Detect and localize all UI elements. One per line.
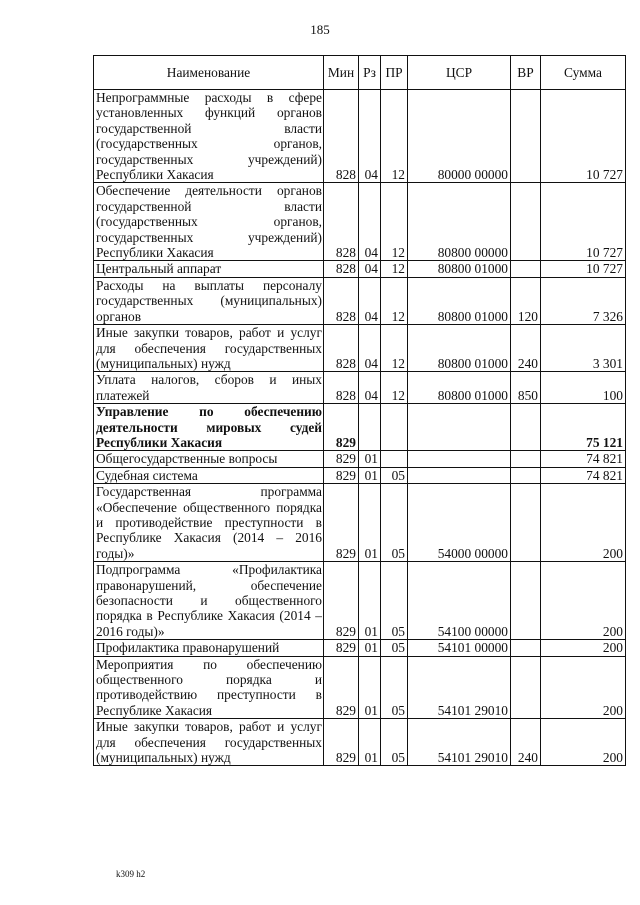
cell-sum: 200	[541, 562, 626, 640]
cell-sum: 200	[541, 640, 626, 656]
table-row	[94, 183, 626, 261]
cell-sum: 10 727	[541, 90, 626, 183]
cell-pr: 12	[381, 183, 408, 261]
cell-name: Уплата налогов, сборов и иных платежей	[94, 372, 324, 404]
cell-pr: 12	[381, 90, 408, 183]
table-row	[94, 261, 626, 277]
col-header-name: Наименование	[94, 56, 324, 90]
cell-vr	[511, 640, 541, 656]
cell-min: 828	[324, 325, 359, 372]
table-row	[94, 484, 626, 562]
cell-min: 829	[324, 451, 359, 467]
cell-sum: 200	[541, 719, 626, 766]
table-row	[94, 640, 626, 656]
cell-pr: 12	[381, 372, 408, 404]
table-row	[94, 562, 626, 640]
cell-name: Центральный аппарат	[94, 261, 324, 277]
cell-vr	[511, 451, 541, 467]
cell-name: Профилактика правонарушений	[94, 640, 324, 656]
cell-min: 829	[324, 467, 359, 483]
cell-vr: 240	[511, 325, 541, 372]
col-header-rz: Рз	[359, 56, 381, 90]
cell-csr: 80800 01000	[408, 261, 511, 277]
cell-name: Непрограммные расходы в сфере установленных функций органов государственной власти (государственных органов, государственных учреждений) Республики Хакасия	[94, 90, 324, 183]
table-row	[94, 277, 626, 324]
cell-vr	[511, 656, 541, 719]
cell-pr: 05	[381, 656, 408, 719]
col-header-csr: ЦСР	[408, 56, 511, 90]
cell-sum: 10 727	[541, 261, 626, 277]
col-header-min: Мин	[324, 56, 359, 90]
cell-sum: 3 301	[541, 325, 626, 372]
cell-pr: 05	[381, 640, 408, 656]
cell-pr	[381, 451, 408, 467]
cell-sum: 74 821	[541, 451, 626, 467]
cell-name: Судебная система	[94, 467, 324, 483]
cell-sum: 200	[541, 656, 626, 719]
cell-name: Мероприятия по обеспечению общественного порядка и противодействию преступности в Республике Хакасия	[94, 656, 324, 719]
page-number: 185	[310, 22, 330, 37]
cell-vr	[511, 562, 541, 640]
cell-vr	[511, 90, 541, 183]
cell-rz: 04	[359, 277, 381, 324]
table-row	[94, 90, 626, 183]
cell-name: Обеспечение деятельности органов государственной власти (государственных органов, государственных учреждений) Республики Хакасия	[94, 183, 324, 261]
cell-min: 828	[324, 183, 359, 261]
cell-rz: 01	[359, 484, 381, 562]
footer-code: k309 h2	[116, 869, 146, 879]
cell-csr	[408, 404, 511, 451]
cell-vr	[511, 183, 541, 261]
cell-sum: 74 821	[541, 467, 626, 483]
cell-min: 828	[324, 261, 359, 277]
table-row	[94, 404, 626, 451]
cell-name: Управление по обеспечению деятельности мировых судей Республики Хакасия	[94, 404, 324, 451]
table-row	[94, 719, 626, 766]
cell-vr	[511, 467, 541, 483]
cell-name: Подпрограмма «Профилактика правонарушений, обеспечение безопасности и общественного порядка в Республике Хакасия (2014 – 2016 годы)»	[94, 562, 324, 640]
cell-rz: 04	[359, 261, 381, 277]
cell-pr: 12	[381, 325, 408, 372]
cell-min: 828	[324, 372, 359, 404]
cell-sum: 200	[541, 484, 626, 562]
cell-min: 829	[324, 562, 359, 640]
cell-pr: 05	[381, 467, 408, 483]
cell-sum: 7 326	[541, 277, 626, 324]
cell-rz: 01	[359, 656, 381, 719]
table-header-row	[94, 56, 626, 90]
table-row	[94, 656, 626, 719]
cell-pr: 12	[381, 277, 408, 324]
cell-csr: 80800 01000	[408, 372, 511, 404]
budget-table	[93, 55, 626, 766]
cell-csr: 80800 01000	[408, 325, 511, 372]
cell-csr: 80000 00000	[408, 90, 511, 183]
cell-rz: 01	[359, 467, 381, 483]
cell-min: 829	[324, 640, 359, 656]
cell-rz	[359, 404, 381, 451]
cell-name: Иные закупки товаров, работ и услуг для обеспечения государственных (муниципальных) нужд	[94, 719, 324, 766]
cell-min: 829	[324, 404, 359, 451]
cell-vr: 240	[511, 719, 541, 766]
col-header-pr: ПР	[381, 56, 408, 90]
table-row	[94, 372, 626, 404]
cell-pr: 05	[381, 562, 408, 640]
cell-name: Государственная программа «Обеспечение общественного порядка и противодействие преступности в Республике Хакасия (2014 – 2016 годы)»	[94, 484, 324, 562]
cell-name: Иные закупки товаров, работ и услуг для обеспечения государственных (муниципальных) нужд	[94, 325, 324, 372]
cell-csr: 54100 00000	[408, 562, 511, 640]
cell-csr: 54101 29010	[408, 656, 511, 719]
col-header-vr: ВР	[511, 56, 541, 90]
cell-min: 828	[324, 277, 359, 324]
cell-sum: 75 121	[541, 404, 626, 451]
cell-vr	[511, 261, 541, 277]
table-row	[94, 325, 626, 372]
cell-csr	[408, 467, 511, 483]
cell-name: Расходы на выплаты персоналу государственных (муниципальных) органов	[94, 277, 324, 324]
cell-csr: 54101 00000	[408, 640, 511, 656]
cell-csr: 54101 29010	[408, 719, 511, 766]
cell-vr: 120	[511, 277, 541, 324]
cell-csr: 80800 01000	[408, 277, 511, 324]
cell-rz: 01	[359, 640, 381, 656]
cell-min: 829	[324, 484, 359, 562]
cell-rz: 04	[359, 183, 381, 261]
table-row	[94, 451, 626, 467]
cell-min: 828	[324, 90, 359, 183]
cell-csr	[408, 451, 511, 467]
table-row	[94, 467, 626, 483]
cell-csr: 80800 00000	[408, 183, 511, 261]
cell-rz: 01	[359, 451, 381, 467]
cell-csr: 54000 00000	[408, 484, 511, 562]
cell-vr	[511, 404, 541, 451]
cell-rz: 04	[359, 372, 381, 404]
cell-pr: 12	[381, 261, 408, 277]
cell-name: Общегосударственные вопросы	[94, 451, 324, 467]
cell-min: 829	[324, 719, 359, 766]
cell-rz: 04	[359, 325, 381, 372]
col-header-sum: Сумма	[541, 56, 626, 90]
cell-sum: 100	[541, 372, 626, 404]
cell-vr: 850	[511, 372, 541, 404]
cell-min: 829	[324, 656, 359, 719]
cell-vr	[511, 484, 541, 562]
cell-rz: 01	[359, 719, 381, 766]
cell-pr: 05	[381, 484, 408, 562]
cell-rz: 04	[359, 90, 381, 183]
cell-pr	[381, 404, 408, 451]
cell-rz: 01	[359, 562, 381, 640]
table-body	[94, 90, 626, 766]
cell-pr: 05	[381, 719, 408, 766]
cell-sum: 10 727	[541, 183, 626, 261]
